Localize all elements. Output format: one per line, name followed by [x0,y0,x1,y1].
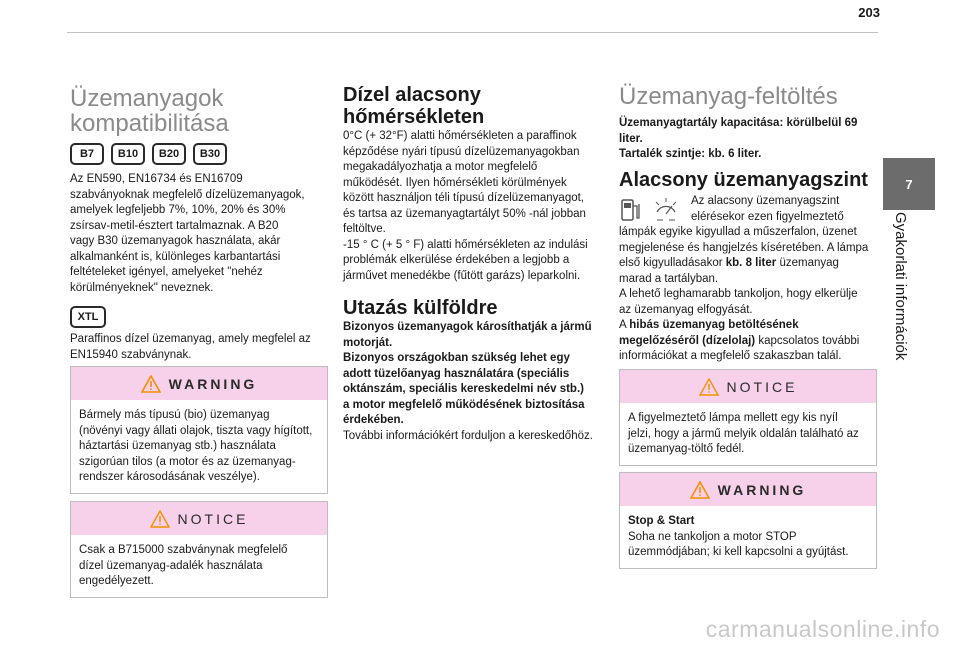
capacity-line: liter. [619,132,643,145]
text-line: További információkért forduljon a kereskedőhöz. [343,429,593,442]
text-line: vagy B30 üzemanyagok használata, akár [70,235,281,247]
text-line: Az alacsony üzemanyagszint [691,195,840,207]
section-title-refuelling: Üzemanyag-feltöltés [619,83,838,110]
text-run: első kigyulladásakor [619,257,726,269]
text-run: kapcsolatos további [755,334,860,347]
section-title-low-fuel: Alacsony üzemanyagszint [619,169,868,191]
text-line: szigorúan tilos (a motor és az üzemanyag- [79,455,296,468]
text-run: megelőzéséről (dízelolaj) [619,334,756,347]
text-line: -15 ° C (+ 5 ° F) alatti hőmérsékleten az indulási [343,238,588,251]
text-run: kb. 8 liter [725,257,777,269]
text-line: Soha ne tankoljon a motor STOP [628,530,797,543]
text-line: üzemanyag-töltő fedél. [628,443,745,455]
text-line: között használjon téli típusú dízelüzemanyagot, [343,192,585,204]
text-line: rendszer károsodásának veszélye). [79,471,260,483]
text-line: zsírsav-metil-észtert tartalmaznak. A B20 [70,219,279,232]
badge-b7: B7 [70,143,104,165]
text-line: 0°C (+ 32°F) alatti hőmérsékleten a paraffinok [343,130,577,142]
text-line: Paraffinos dízel üzemanyag, amely megfelel az [70,333,311,345]
notice-triangle-icon [150,510,170,528]
text-run: hibás üzemanyag betöltésének [629,319,799,331]
text-line: marad a tartályban. [619,272,719,285]
warning-box [70,366,328,494]
notice-body [620,403,876,465]
warning-body [71,400,327,493]
text-run: üzemanyag [776,257,839,269]
text-line: motorját. [343,336,393,349]
section-title-fuel-compat-line1: Üzemanyagok [70,85,224,112]
text-line: adott tüzelőanyag használatára (speciális [343,367,570,380]
text-line [619,318,877,334]
fuel-compat-paragraph [70,172,328,296]
header-divider [67,32,878,33]
notice-label: NOTICE [726,378,798,395]
fuel-badges [70,143,227,165]
notice-label: NOTICE [177,510,249,527]
low-temp-paragraph [343,129,608,284]
notice-header [620,370,876,403]
text-line: oktánszám, speciális kereskedelmi név stb.) [343,383,584,395]
text-line: EN15940 szabványnak. [70,348,192,361]
warning-subtitle: Stop & Start [628,515,695,527]
abroad-paragraph [343,320,608,444]
text-line: Az EN590, EN16734 és EN16709 [70,173,243,185]
text-line: járművet menedékbe (fűtött garázs) leparkolni. [343,269,581,282]
text-line [619,334,877,350]
notice-box [70,501,328,598]
text-line: Bizonyos országokban szükség lehet egy [343,352,570,364]
text-line: információkat a megfelelő szakaszban talál. [619,350,842,362]
text-line: A lehető leghamarabb tankoljon, hogy elkerülje [619,288,858,300]
text-line: Bármely más típusú (bio) üzemanyag [79,409,270,421]
page-number: 203 [858,5,880,20]
notice-box-refuel [619,369,877,466]
text-line: alkalmanként is, különleges karbantartási [70,250,281,263]
badge-b10: B10 [111,143,145,165]
warning-label: WARNING [717,481,807,498]
text-line: elérésekor ezen figyelmeztető [691,210,844,223]
notice-header [71,502,327,535]
section-title-abroad: Utazás külföldre [343,297,498,319]
text-line: a motor megfelelő működésének biztosítása [343,398,585,411]
text-line: az üzemanyag elfogyását. [619,303,753,316]
text-line: üzemmódjában; ki kell kapcsolni a gyújtást. [628,546,849,558]
text-line: feltételeket igényel, amelyeket "nehéz [70,266,263,278]
low-fuel-paragraph [619,194,877,365]
capacity-info [619,116,877,163]
capacity-line: Üzemanyagtartály kapacitása: körülbelül 69 [619,117,858,129]
warning-header [620,473,876,506]
text-line: és tartsa az üzemanyagtartályt 50% -nál jobban [343,207,586,220]
badge-b20: B20 [152,143,186,165]
text-line: feltöltve. [343,223,386,235]
text-line: Csak a B715000 szabványnak megfelelő [79,544,288,556]
text-line: Bizonyos üzemanyagok károsíthatják a jármű [343,321,592,333]
section-title-low-temp-line1: Dízel alacsony [343,84,481,106]
chapter-tab[interactable]: 7 [883,158,935,210]
text-line: engedélyezett. [79,575,154,587]
warning-header [71,367,327,400]
text-line: szabványoknak megfelelő dízelüzemanyagok, [70,188,305,201]
reserve-line: Tartalék szintje: kb. 6 liter. [619,148,762,160]
section-title-low-temp-line2: hőmérsékleten [343,106,485,128]
notice-triangle-icon [699,378,719,396]
text-line [619,256,877,272]
warning-label: WARNING [168,375,258,392]
warning-body [620,506,876,568]
text-line: A figyelmeztető lámpa mellett egy kis nyíl [628,412,838,424]
text-run: A [619,319,630,331]
text-line: megakadályozhatja a motor megfelelő [343,161,538,173]
badge-b30: B30 [193,143,227,165]
text-line: megjelenése és hangjelzés kíséretében. A lámpa [619,241,869,254]
badge-xtl: XTL [70,306,106,328]
notice-body [71,535,327,597]
text-line: problémák elkerülése érdekében a legjobb a [343,254,570,266]
text-line: (növényi vagy állati olajok, tiszta vagy hígított, [79,424,313,437]
warning-box-stop-start [619,472,877,569]
chapter-title: Gyakorlati információk [892,212,909,361]
warning-triangle-icon [690,481,710,499]
watermark: carmanualsonline.info [705,616,940,642]
text-line: képződése nyári típusú dízelüzemanyagokban [343,145,580,158]
section-title-fuel-compat-line2: kompatibilitása [70,110,229,137]
text-line: érdekében. [343,414,404,426]
text-line: dízel üzemanyag-adalék használata [79,559,263,572]
xtl-paragraph [70,332,328,363]
text-line: működését. Ilyen hőmérsékleti körülmények [343,176,567,189]
text-line: amelyek legfeljebb 7%, 10%, 20% és 30% [70,204,286,216]
text-line: lámpák egyike kigyullad a műszerfalon, üzenet [619,226,857,238]
text-line: háztartási üzemanyag stb.) használata [79,440,276,452]
text-line: körülményeknek" neveznek. [70,281,214,294]
text-line: jelzi, hogy a jármű melyik oldalán található az [628,427,859,440]
warning-triangle-icon [141,375,161,393]
